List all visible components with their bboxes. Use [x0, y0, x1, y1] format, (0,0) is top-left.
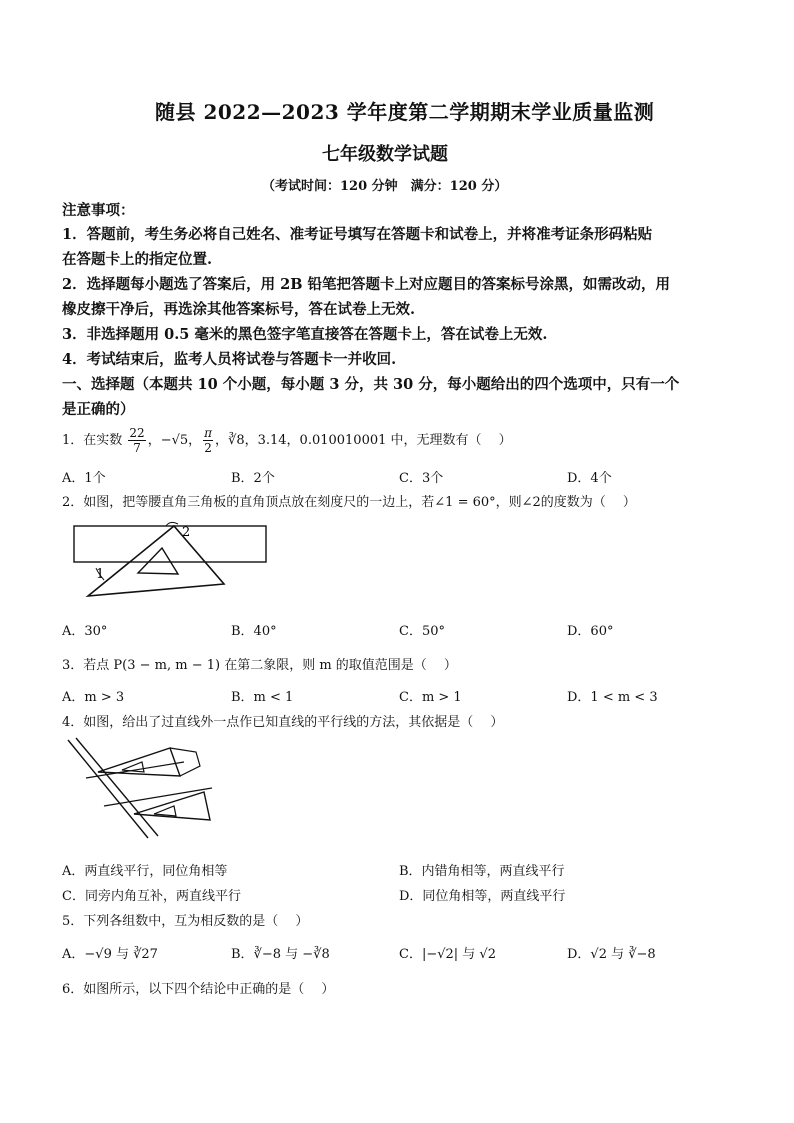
fraction-pi-2: $\frac{\pi}{2}$	[204, 426, 213, 455]
option-b: B．40°	[231, 624, 277, 639]
parallel-line-figure	[64, 736, 220, 844]
section-heading-cont: 是正确的）	[62, 401, 135, 418]
option-b: B．∛−8 与 −∛8	[231, 947, 330, 962]
option-b: B．m < 1	[231, 690, 294, 705]
question-4-stem: 4．如图，给出了过直线外一点作已知直线的平行线的方法，其依据是（ ）	[62, 715, 504, 730]
notes-item: 1．答题前，考生务必将自己姓名、准考证号填写在答题卡和试卷上，并将准考证条形码粘贴	[62, 226, 653, 243]
option-a: A．两直线平行，同位角相等	[62, 864, 228, 879]
option-c: C．同旁内角互补，两直线平行	[62, 889, 241, 904]
option-d: D．同位角相等，两直线平行	[399, 889, 566, 904]
question-3-stem: 3．若点 P(3 − m, m − 1) 在第二象限，则 m 的取值范围是（ ）	[62, 658, 457, 673]
angle-1-label: 1	[96, 567, 105, 582]
option-a: A．−√9 与 ∛27	[62, 947, 158, 962]
option-a: A．30°	[62, 624, 108, 639]
option-a: A．1个	[62, 471, 106, 486]
q1-prefix: 1．在实数	[62, 433, 123, 448]
q1-rest: ，∛8，3.14，0.010010001 中，无理数有（ ）	[215, 433, 512, 448]
question-5-stem: 5．下列各组数中，互为相反数的是（ ）	[62, 914, 309, 929]
option-d: D．√2 与 ∛−8	[567, 947, 656, 962]
option-c: C．50°	[399, 624, 445, 639]
notes-heading: 注意事项：	[62, 202, 135, 219]
question-6-stem: 6．如图所示，以下四个结论中正确的是（ ）	[62, 982, 335, 997]
option-c: C．|−√2| 与 √2	[399, 947, 496, 962]
notes-item: 在答题卡上的指定位置.	[62, 251, 213, 268]
option-b: B．2个	[231, 471, 275, 486]
ruler-triangle-figure	[66, 518, 272, 606]
notes-item: 2．选择题每小题选了答案后，用 2B 铅笔把答题卡上对应题目的答案标号涂黑，如需改动，用	[62, 276, 671, 293]
question-1-stem	[62, 425, 512, 457]
option-c: C．3个	[399, 471, 444, 486]
option-d: D．4个	[567, 471, 612, 486]
angle-2-label: 2	[182, 525, 191, 540]
q1-neg-sqrt5: ，−√5，	[147, 433, 202, 448]
option-d: D．60°	[567, 624, 614, 639]
option-d: D．1 < m < 3	[567, 690, 658, 705]
exam-info: （考试时间：120 分钟 满分：120 分）	[262, 179, 508, 194]
option-a: A．m > 3	[62, 690, 125, 705]
option-c: C．m > 1	[399, 690, 462, 705]
exam-subtitle: 七年级数学试题	[322, 144, 448, 165]
notes-item: 4．考试结束后，监考人员将试卷与答题卡一并收回.	[62, 351, 397, 368]
question-2-stem: 2．如图，把等腰直角三角板的直角顶点放在刻度尺的一边上，若∠1 = 60°，则∠2的度数为（ ）	[62, 495, 636, 510]
notes-item: 橡皮擦干净后，再选涂其他答案标号，答在试卷上无效.	[62, 301, 416, 318]
section-heading: 一、选择题（本题共 10 个小题，每小题 3 分，共 30 分，每小题给出的四个选项中，只有一个	[62, 376, 680, 393]
exam-title: 随县 2022—2023 学年度第二学期期末学业质量监测	[155, 100, 655, 124]
option-b: B．内错角相等，两直线平行	[399, 864, 565, 879]
fraction-22-7: $\frac{22}{7}$	[129, 426, 145, 455]
notes-item: 3．非选择题用 0.5 毫米的黑色签字笔直接答在答题卡上，答在试卷上无效.	[62, 326, 548, 343]
